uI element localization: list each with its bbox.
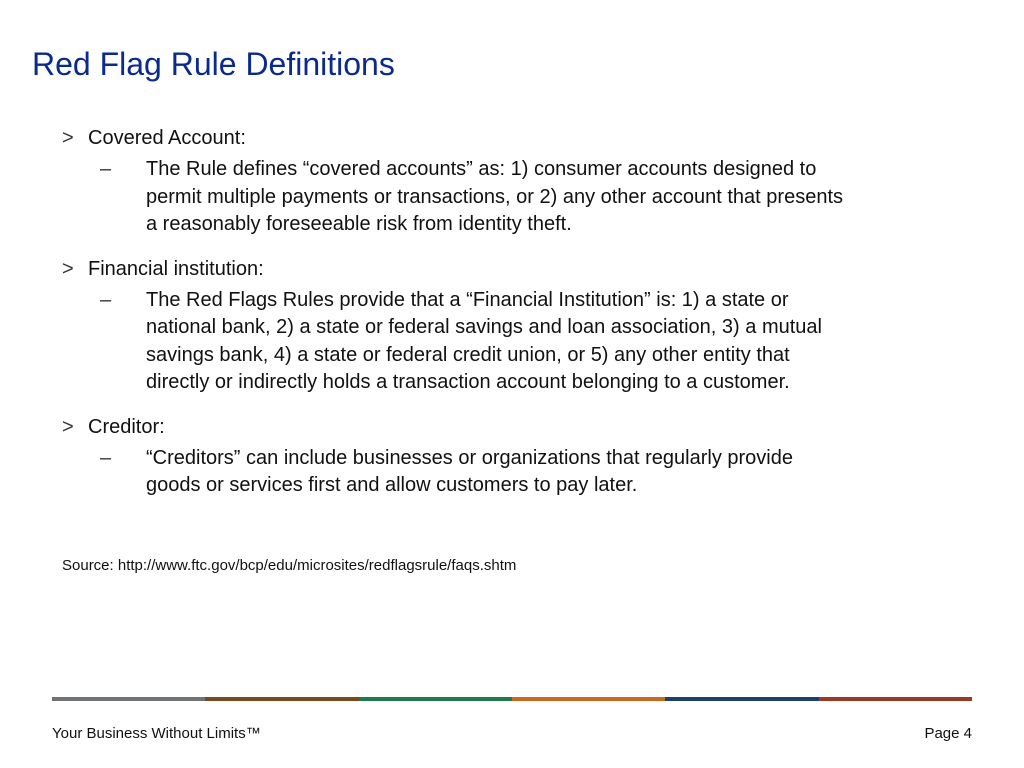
chevron-right-icon: >: [62, 127, 74, 149]
color-bar-segment: [665, 697, 818, 701]
color-bar-segment: [359, 697, 512, 701]
dash-icon: –: [100, 288, 112, 311]
bullet-heading: Covered Account:: [88, 127, 246, 149]
page-number: Page 4: [924, 725, 972, 742]
chevron-right-icon: >: [62, 257, 74, 280]
bullet-heading: Creditor:: [88, 415, 165, 438]
color-bar-segment: [512, 697, 665, 701]
chevron-right-icon: >: [62, 415, 74, 438]
source-citation: Source: http://www.ftc.gov/bcp/edu/microsites/redflagsrule/faqs.shtm: [62, 557, 517, 574]
color-bar-segment: [52, 697, 205, 701]
footer-color-bar: [52, 697, 972, 701]
dash-icon: –: [100, 158, 112, 180]
color-bar-segment: [205, 697, 358, 701]
bullet-text: The Rule defines “covered accounts” as: 1) consumer accounts designed to permit multiple payments or transactions, or 2) any other account that presents a reasonably foreseeable risk from identity theft.: [146, 158, 844, 235]
slide-title: Red Flag Rule Definitions: [32, 46, 395, 82]
bullet-text: The Red Flags Rules provide that a “Financial Institution” is: 1) a state or national bank, 2) a state or federal savings and loan association, 3) a mutual savings bank, 4) a state or federal credit union, or 5) any other entity that directly or indirectly holds a transaction account belonging to a customer.: [146, 288, 822, 393]
content-area: [62, 124, 962, 516]
dash-icon: –: [100, 446, 112, 469]
bullet-heading: Financial institution:: [88, 257, 264, 280]
bullet-creditor: [62, 413, 962, 500]
color-bar-segment: [819, 697, 972, 701]
bullet-financial-institution: [62, 255, 962, 397]
bullet-text: “Creditors” can include businesses or organizations that regularly provide goods or services first and allow customers to pay later.: [146, 446, 793, 496]
footer-tagline: Your Business Without Limits™: [52, 725, 261, 742]
bullet-covered-account: [62, 124, 962, 239]
